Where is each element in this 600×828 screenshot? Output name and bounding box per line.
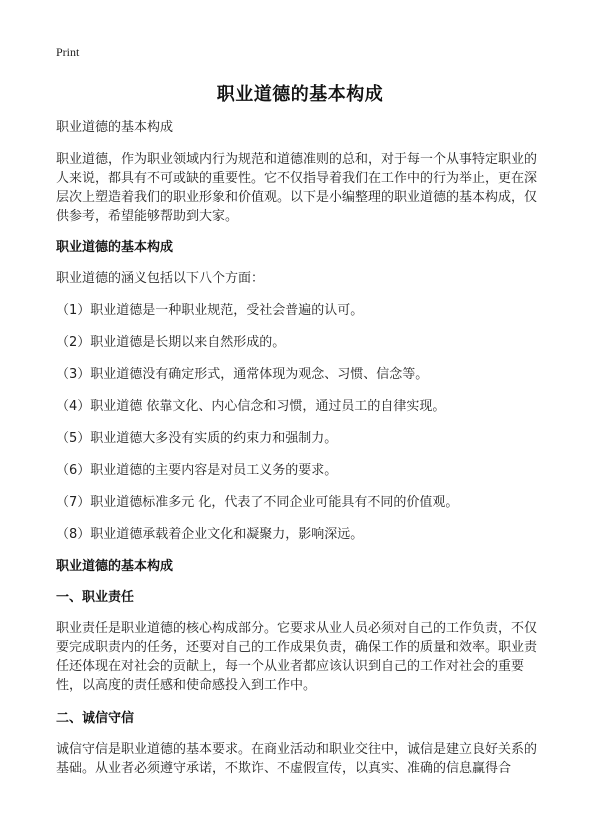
section-heading: 职业道德的基本构成 bbox=[56, 240, 174, 255]
section-lead: 职业道德的涵义包括以下八个方面： bbox=[56, 271, 265, 286]
list-item: （2）职业道德是长期以来自然形成的。 bbox=[56, 335, 286, 350]
article-body bbox=[56, 118, 546, 792]
article-subtitle: 职业道德的基本构成 bbox=[56, 120, 174, 135]
list-item: （6）职业道德的主要内容是对员工义务的要求。 bbox=[56, 463, 338, 478]
subsection-heading-responsibility: 一、职业责任 bbox=[56, 590, 135, 605]
page-title: 职业道德的基本构成 bbox=[216, 84, 384, 105]
section-heading: 职业道德的基本构成 bbox=[56, 559, 174, 574]
list-item: （5）职业道德大多没有实质的约束力和强制力。 bbox=[56, 431, 338, 446]
list-item: （7）职业道德标准多元 化，代表了不同企业可能具有不同的价值观。 bbox=[56, 495, 459, 510]
intro-paragraph: 职业道德，作为职业领域内行为规范和道德准则的总和，对于每一个从事特定职业的人来说，都具有不可或缺的重要性。它不仅指导着我们在工作中的行为举止，更在深层次上塑造着我们的职业形象和价值观。以下是小编整理的职业道德的基本构成，仅供参考，希望能够帮助到大家。 bbox=[56, 152, 538, 224]
integrity-paragraph: 诚信守信是职业道德的基本要求。在商业活动和职业交往中，诚信是建立良好关系的基础。从业者必须遵守承诺，不欺诈、不虚假宣传，以真实、准确的信息赢得合 bbox=[56, 742, 538, 776]
list-item: （4）职业道德 依靠文化、内心信念和习惯，通过员工的自律实现。 bbox=[56, 399, 446, 414]
subsection-heading-integrity: 二、诚信守信 bbox=[56, 711, 135, 726]
list-item: （3）职业道德没有确定形式，通常体现为观念、习惯、信念等。 bbox=[56, 367, 429, 382]
list-item: （1）职业道德是一种职业规范，受社会普遍的认可。 bbox=[56, 303, 364, 318]
responsibility-paragraph: 职业责任是职业道德的核心构成部分。它要求从业人员必须对自己的工作负责，不仅要完成职责内的任务，还要对自己的工作成果负责，确保工作的质量和效率。职业责任还体现在对社会的贡献上，每一个从业者都应该认识到自己的工作对社会的重要性，以高度的责任感和使命感投入到工作中。 bbox=[56, 621, 538, 693]
print-link[interactable]: Print bbox=[56, 45, 80, 59]
list-item: （8）职业道德承载着企业文化和凝聚力，影响深远。 bbox=[56, 527, 364, 542]
